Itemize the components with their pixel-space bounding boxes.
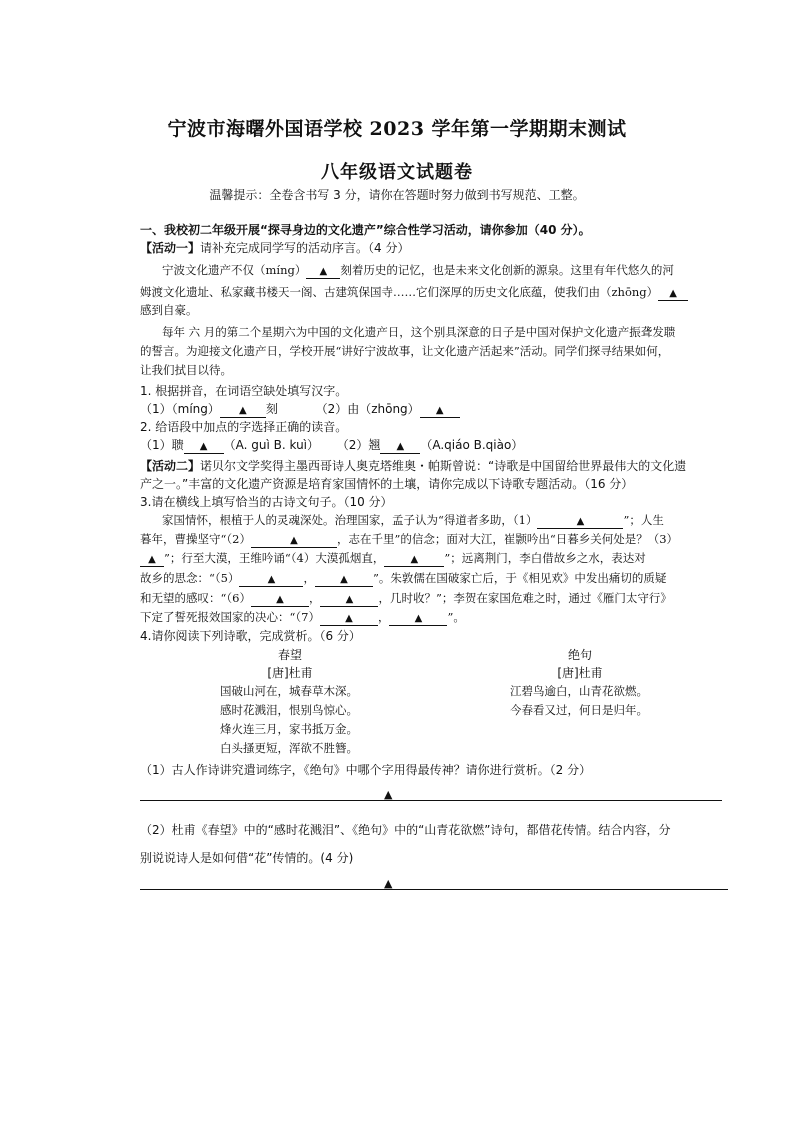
q1-items — [140, 401, 730, 418]
q2-item-b: （2）翘 — [336, 438, 381, 452]
q2-options-b: （A.qiáo B.qiào） — [420, 438, 524, 452]
triangle-icon: ▲ — [435, 405, 444, 416]
preface-text: 刻着历史的记忆，也是未来文化创新的源泉。这里有年代悠久的河 — [340, 263, 674, 277]
triangle-icon: ▲ — [199, 441, 208, 452]
preface-text: 宁波文化遗产不仅（míng） — [162, 263, 307, 277]
q3-text: 家国情怀，根植于人的灵魂深处。治理国家，孟子认为“得道者多助，（1） — [162, 513, 538, 527]
answer-blank[interactable] — [320, 592, 378, 607]
answer-blank[interactable] — [384, 552, 444, 567]
q3-text: ”。 — [447, 610, 465, 624]
page-title: 宁波市海曙外国语学校 2023 学年第一学期期末测试 — [167, 118, 627, 140]
answer-blank[interactable] — [140, 552, 164, 567]
poem2-line: 今春看又过，何日是归年。 — [510, 703, 648, 717]
q3-text: ”；行至大漠，王维吟诵“（4）大漠孤烟直， — [164, 551, 385, 565]
preface-line-1 — [162, 262, 732, 279]
answer-blank[interactable] — [306, 264, 340, 279]
preface-line-4: 每年 六 月的第二个星期六为中国的文化遗产日，这个别具深意的日子是中国对保护文化遗产振聋发聩 — [162, 325, 676, 339]
q3-text: ”；远离荆门，李白借故乡之水，表达对 — [444, 551, 646, 565]
answer-blank[interactable] — [658, 286, 688, 301]
preface-line-3: 感到自豪。 — [140, 303, 198, 317]
poem2-title: 绝句 — [567, 648, 592, 662]
q3-text: 下定了誓死报效国家的决心：“（7） — [140, 610, 320, 624]
activity1-heading — [140, 240, 730, 256]
preface-line-5: 的誓言。为迎接文化遗产日，学校开展“讲好宁波故事，让文化遗产活起来”活动。同学们探寻结果如何， — [140, 344, 670, 358]
poem1-line: 国破山河在，城春草木深。 — [220, 684, 358, 698]
triangle-icon: ▲ — [410, 554, 419, 565]
q4-sub1: （1）古人作诗讲究遣词练字，《绝句》中哪个字用得最传神？请你进行赏析。（2 分） — [140, 763, 592, 777]
poem1-title: 春望 — [277, 648, 302, 662]
answer-blank[interactable] — [537, 514, 623, 529]
q3-text: ”。朱敦儒在国破家亡后，于《相见欢》中发出痛切的质疑 — [372, 571, 667, 585]
answer-blank[interactable] — [420, 403, 460, 418]
answer-blank[interactable] — [184, 439, 224, 454]
triangle-icon: ▲ — [396, 441, 405, 452]
q3-text: ，志在千里”的信念；面对大江，崔颢吟出“日暮乡关何处是？（3） — [336, 532, 679, 546]
q3-line-2 — [140, 531, 730, 548]
triangle-icon: ▲ — [345, 613, 353, 624]
triangle-icon: ▲ — [576, 516, 585, 527]
activity2-text: 诺贝尔文学奖得主墨西哥诗人奥克塔维奥・帕斯曾说：“诗歌是中国留给世界最伟大的文化遗 — [200, 459, 687, 473]
triangle-icon: ▲ — [340, 574, 348, 585]
q2-stem: 2. 给语段中加点的字选择正确的读音。 — [140, 420, 348, 434]
q2-item-a: （1）聩 — [140, 438, 184, 452]
triangle-icon: ▲ — [669, 288, 677, 299]
q3-text: ”；人生 — [623, 513, 664, 527]
activity2-line-2: 产之一。”丰富的文化遗产资源是培育家国情怀的土壤，请你完成以下诗歌专题活动。（16 分） — [140, 477, 634, 491]
triangle-icon: ▲ — [384, 877, 393, 890]
answer-blank[interactable] — [380, 439, 420, 454]
q1-item-a: （1）（míng） — [140, 402, 220, 416]
answer-blank[interactable] — [320, 611, 378, 626]
preface-text: 姆渡文化遗址、私家藏书楼天一阁、古建筑保国寺……它们深厚的历史文化底蕴，使我们由（zhōng） — [140, 285, 659, 299]
triangle-icon: ▲ — [319, 266, 328, 277]
q1-stem: 1. 根据拼音，在词语空缺处填写汉字。 — [140, 384, 348, 398]
q2-options-a: （A. guì B. kuì） — [223, 438, 320, 452]
answer-blank[interactable] — [389, 611, 447, 626]
q4-sub2-line-2: 别说说诗人是如何借“花”传情的。(4 分) — [140, 851, 354, 865]
q3-text: 和无望的感叹：“（6） — [140, 591, 251, 605]
page-subtitle: 八年级语文试题卷 — [321, 162, 473, 183]
triangle-icon: ▲ — [276, 594, 284, 605]
triangle-icon: ▲ — [384, 788, 393, 801]
poem1-author: [唐]杜甫 — [267, 666, 313, 680]
answer-blank[interactable] — [251, 533, 337, 548]
poem1-line: 白头搔更短，浑欲不胜簪。 — [220, 741, 358, 755]
answer-line[interactable] — [140, 889, 728, 890]
answer-blank[interactable] — [220, 403, 266, 418]
q3-line-6: 下定了誓死报效国家的决心：“（7） ▲ ， ▲ ”。 — [140, 610, 465, 624]
exam-tip: 温馨提示：全卷含书写 3 分，请你在答题时努力做到书写规范、工整。 — [209, 188, 585, 202]
activity2-line-1 — [140, 458, 730, 474]
q3-text: 暮年，曹操坚守“（2） — [140, 532, 251, 546]
q4-sub2-line-1: （2）杜甫《春望》中的“感时花溅泪”、《绝句》中的“山青花欲燃”诗句，都借花传情。结合内容，分 — [140, 823, 671, 837]
activity1-instruction: 请补充完成同学写的活动序言。（4 分） — [200, 241, 410, 255]
triangle-icon: ▲ — [290, 535, 298, 546]
triangle-icon: ▲ — [148, 554, 156, 565]
q3-line-5: 和无望的感叹：“（6） ▲ ， ▲ ，几时收？”；李贺在家国危难之时，通过《雁门太守行》 — [140, 591, 672, 605]
preface-line-6: 让我们拭目以待。 — [140, 363, 232, 377]
poem2-line: 江碧鸟逾白，山青花欲燃。 — [510, 684, 648, 698]
q3-text: ，几时收？”；李贺在家国危难之时，通过《雁门太守行》 — [378, 591, 672, 605]
triangle-icon: ▲ — [414, 613, 423, 624]
q3-line-3 — [140, 550, 730, 567]
answer-line[interactable] — [140, 800, 722, 801]
triangle-icon: ▲ — [239, 405, 247, 416]
poem1-line: 感时花溅泪，恨别鸟惊心。 — [220, 703, 358, 717]
section1-intro: 一、我校初二年级开展“探寻身边的文化遗产”综合性学习活动，请你参加（40 分）。 — [140, 223, 591, 237]
q1-item-b: （2）由（zhōng） — [315, 402, 420, 416]
triangle-icon: ▲ — [345, 594, 354, 605]
q3-line-1 — [162, 512, 732, 529]
q3-text: 故乡的思念：“（5） — [140, 571, 240, 585]
answer-blank[interactable] — [251, 592, 309, 607]
activity2-label: 【活动二】 — [140, 459, 201, 473]
q4-stem: 4.请你阅读下列诗歌，完成赏析。（6 分） — [140, 629, 361, 643]
preface-line-2 — [140, 284, 730, 301]
q1-item-a-tail: 刻 — [265, 402, 278, 416]
q3-stem: 3.请在横线上填写恰当的古诗文句子。（10 分） — [140, 495, 393, 509]
answer-blank[interactable] — [239, 572, 303, 587]
answer-blank[interactable] — [315, 572, 373, 587]
triangle-icon: ▲ — [267, 574, 276, 585]
poem2-author: [唐]杜甫 — [557, 666, 603, 680]
activity1-label: 【活动一】 — [140, 241, 201, 255]
poem1-line: 烽火连三月，家书抵万金。 — [220, 722, 358, 736]
q2-items — [140, 437, 730, 454]
q3-line-4: 故乡的思念：“（5） ▲ ， ▲ ”。朱敦儒在国破家亡后，于《相见欢》中发出痛切的质疑 — [140, 571, 667, 585]
